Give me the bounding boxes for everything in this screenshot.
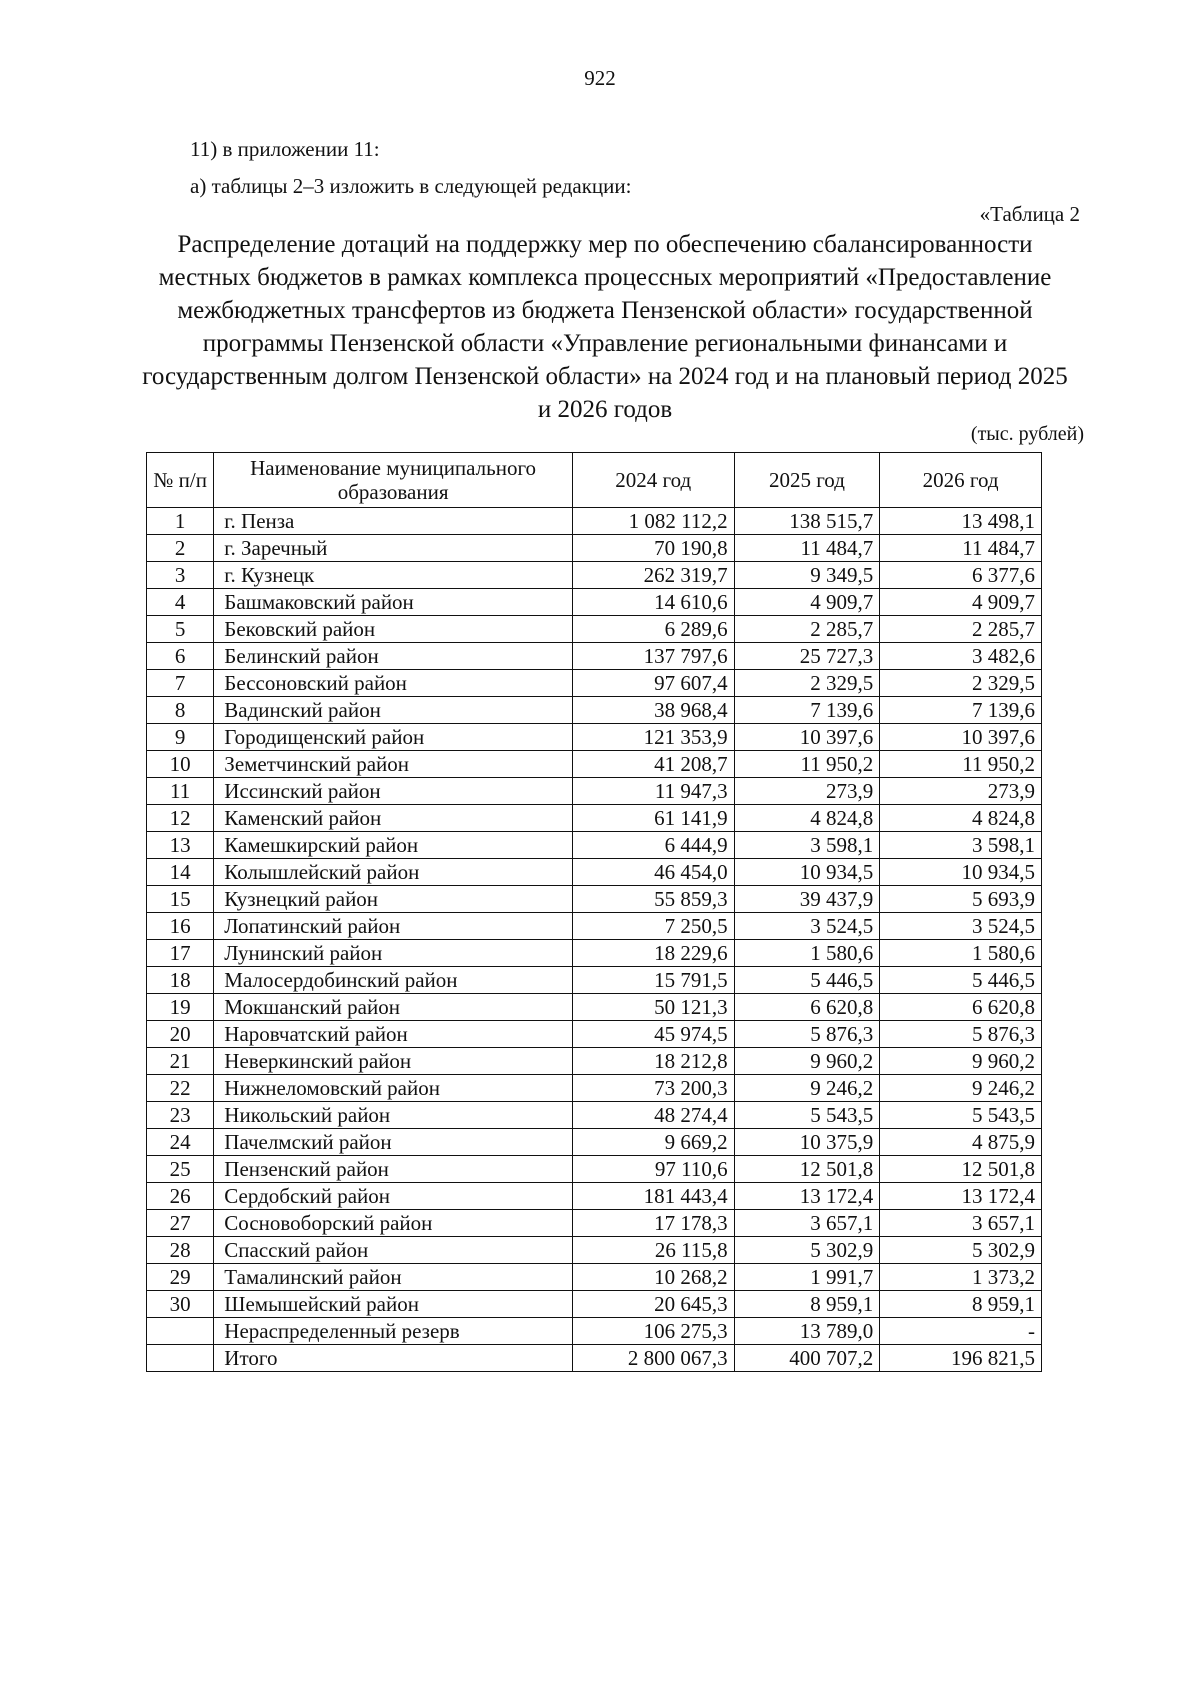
row-value-2024: 14 610,6 bbox=[572, 589, 734, 616]
row-municipality: Башмаковский район bbox=[214, 589, 573, 616]
row-value-2025: 3 524,5 bbox=[734, 913, 880, 940]
row-value-2024: 70 190,8 bbox=[572, 535, 734, 562]
row-number: 4 bbox=[147, 589, 214, 616]
row-value-2025: 12 501,8 bbox=[734, 1156, 880, 1183]
table-row bbox=[147, 1237, 1042, 1264]
row-municipality: Белинский район bbox=[214, 643, 573, 670]
row-number: 21 bbox=[147, 1048, 214, 1075]
row-value-2024: 137 797,6 bbox=[572, 643, 734, 670]
row-value-2024: 55 859,3 bbox=[572, 886, 734, 913]
row-value-2025: 13 789,0 bbox=[734, 1318, 880, 1345]
row-value-2024: 97 110,6 bbox=[572, 1156, 734, 1183]
row-value-2025: 8 959,1 bbox=[734, 1291, 880, 1318]
row-value-2026: 11 484,7 bbox=[880, 535, 1042, 562]
table-title: Распределение дотаций на поддержку мер по обеспечению сбалансированности местных бюджетов в рамках комплекса процессных мероприятий «Предоставление межбюджетных трансфертов из бюджета Пензенской области» государственной программы Пензенской области «Управление региональными финансами и государственным долгом Пензенской области» на 2024 год и на плановый период 2025 и 2026 годов bbox=[142, 231, 1068, 423]
row-municipality: г. Кузнецк bbox=[214, 562, 573, 589]
header-2025: 2025 год bbox=[734, 453, 880, 508]
row-value-2025: 2 285,7 bbox=[734, 616, 880, 643]
table-row bbox=[147, 697, 1042, 724]
row-value-2025: 5 876,3 bbox=[734, 1021, 880, 1048]
row-value-2025: 273,9 bbox=[734, 778, 880, 805]
row-value-2026: 5 876,3 bbox=[880, 1021, 1042, 1048]
row-value-2026: 4 909,7 bbox=[880, 589, 1042, 616]
row-number: 2 bbox=[147, 535, 214, 562]
row-value-2025: 9 960,2 bbox=[734, 1048, 880, 1075]
row-value-2025: 138 515,7 bbox=[734, 508, 880, 535]
row-value-2024: 106 275,3 bbox=[572, 1318, 734, 1345]
row-value-2024: 50 121,3 bbox=[572, 994, 734, 1021]
row-value-2025: 4 824,8 bbox=[734, 805, 880, 832]
row-number: 9 bbox=[147, 724, 214, 751]
row-value-2026: 2 329,5 bbox=[880, 670, 1042, 697]
row-value-2025: 4 909,7 bbox=[734, 589, 880, 616]
row-value-2025: 7 139,6 bbox=[734, 697, 880, 724]
row-municipality: Кузнецкий район bbox=[214, 886, 573, 913]
table-row bbox=[147, 994, 1042, 1021]
table-label: «Таблица 2 bbox=[979, 202, 1080, 226]
table-row bbox=[147, 589, 1042, 616]
row-number: 10 bbox=[147, 751, 214, 778]
header-row bbox=[147, 453, 1042, 508]
row-municipality: Неверкинский район bbox=[214, 1048, 573, 1075]
row-value-2024: 41 208,7 bbox=[572, 751, 734, 778]
row-value-2026: 7 139,6 bbox=[880, 697, 1042, 724]
row-value-2026: 10 397,6 bbox=[880, 724, 1042, 751]
row-value-2024: 11 947,3 bbox=[572, 778, 734, 805]
table-row bbox=[147, 643, 1042, 670]
row-value-2026: 196 821,5 bbox=[880, 1345, 1042, 1372]
row-value-2024: 61 141,9 bbox=[572, 805, 734, 832]
row-value-2026: 5 543,5 bbox=[880, 1102, 1042, 1129]
row-value-2024: 262 319,7 bbox=[572, 562, 734, 589]
header-2026: 2026 год bbox=[880, 453, 1042, 508]
row-municipality: Нераспределенный резерв bbox=[214, 1318, 573, 1345]
table-row bbox=[147, 805, 1042, 832]
row-number: 1 bbox=[147, 508, 214, 535]
row-number: 15 bbox=[147, 886, 214, 913]
table-row bbox=[147, 886, 1042, 913]
row-value-2025: 1 580,6 bbox=[734, 940, 880, 967]
row-number: 24 bbox=[147, 1129, 214, 1156]
row-municipality: г. Заречный bbox=[214, 535, 573, 562]
table-row bbox=[147, 1075, 1042, 1102]
row-number: 23 bbox=[147, 1102, 214, 1129]
row-number: 27 bbox=[147, 1210, 214, 1237]
row-value-2025: 11 950,2 bbox=[734, 751, 880, 778]
row-number: 26 bbox=[147, 1183, 214, 1210]
row-municipality: Земетчинский район bbox=[214, 751, 573, 778]
row-value-2024: 1 082 112,2 bbox=[572, 508, 734, 535]
row-municipality: Спасский район bbox=[214, 1237, 573, 1264]
row-value-2026: 4 875,9 bbox=[880, 1129, 1042, 1156]
row-value-2026: 8 959,1 bbox=[880, 1291, 1042, 1318]
table-row bbox=[147, 859, 1042, 886]
row-number: 3 bbox=[147, 562, 214, 589]
row-municipality: Никольский район bbox=[214, 1102, 573, 1129]
row-number: 19 bbox=[147, 994, 214, 1021]
units-label: (тыс. рублей) bbox=[970, 423, 1084, 445]
row-value-2024: 73 200,3 bbox=[572, 1075, 734, 1102]
row-value-2025: 3 657,1 bbox=[734, 1210, 880, 1237]
row-value-2026: 5 302,9 bbox=[880, 1237, 1042, 1264]
row-value-2026: 3 598,1 bbox=[880, 832, 1042, 859]
table-row bbox=[147, 1156, 1042, 1183]
row-municipality: Камешкирский район bbox=[214, 832, 573, 859]
table-row bbox=[147, 1210, 1042, 1237]
row-municipality: Бессоновский район bbox=[214, 670, 573, 697]
row-value-2026: 3 524,5 bbox=[880, 913, 1042, 940]
row-municipality: Мокшанский район bbox=[214, 994, 573, 1021]
row-value-2025: 39 437,9 bbox=[734, 886, 880, 913]
row-municipality: Тамалинский район bbox=[214, 1264, 573, 1291]
row-value-2024: 9 669,2 bbox=[572, 1129, 734, 1156]
row-municipality: Сосновоборский район bbox=[214, 1210, 573, 1237]
row-municipality: Иссинский район bbox=[214, 778, 573, 805]
row-municipality: Вадинский район bbox=[214, 697, 573, 724]
header-municipality: Наименование муниципального образования bbox=[214, 453, 573, 508]
row-number: 28 bbox=[147, 1237, 214, 1264]
row-number: 29 bbox=[147, 1264, 214, 1291]
row-value-2024: 46 454,0 bbox=[572, 859, 734, 886]
row-value-2024: 15 791,5 bbox=[572, 967, 734, 994]
row-municipality: Шемышейский район bbox=[214, 1291, 573, 1318]
table-row bbox=[147, 1021, 1042, 1048]
row-value-2024: 97 607,4 bbox=[572, 670, 734, 697]
table-row bbox=[147, 913, 1042, 940]
row-number: 12 bbox=[147, 805, 214, 832]
row-municipality: Пензенский район bbox=[214, 1156, 573, 1183]
table-header bbox=[147, 453, 1042, 508]
row-municipality: Каменский район bbox=[214, 805, 573, 832]
row-number: 18 bbox=[147, 967, 214, 994]
table-row bbox=[147, 616, 1042, 643]
row-value-2024: 181 443,4 bbox=[572, 1183, 734, 1210]
row-value-2026: - bbox=[880, 1318, 1042, 1345]
row-number: 14 bbox=[147, 859, 214, 886]
row-municipality: Итого bbox=[214, 1345, 573, 1372]
row-value-2026: 6 620,8 bbox=[880, 994, 1042, 1021]
row-value-2025: 3 598,1 bbox=[734, 832, 880, 859]
table-row bbox=[147, 1129, 1042, 1156]
row-value-2024: 38 968,4 bbox=[572, 697, 734, 724]
row-value-2025: 5 446,5 bbox=[734, 967, 880, 994]
row-municipality: Пачелмский район bbox=[214, 1129, 573, 1156]
row-value-2026: 1 580,6 bbox=[880, 940, 1042, 967]
row-number bbox=[147, 1345, 214, 1372]
table-row bbox=[147, 1183, 1042, 1210]
row-number: 16 bbox=[147, 913, 214, 940]
row-number: 7 bbox=[147, 670, 214, 697]
row-value-2024: 6 444,9 bbox=[572, 832, 734, 859]
row-value-2025: 5 302,9 bbox=[734, 1237, 880, 1264]
row-value-2024: 26 115,8 bbox=[572, 1237, 734, 1264]
row-value-2026: 13 498,1 bbox=[880, 508, 1042, 535]
row-municipality: г. Пенза bbox=[214, 508, 573, 535]
table-row bbox=[147, 1345, 1042, 1372]
row-number: 5 bbox=[147, 616, 214, 643]
row-municipality: Малосердобинский район bbox=[214, 967, 573, 994]
table-row bbox=[147, 1318, 1042, 1345]
row-value-2026: 3 657,1 bbox=[880, 1210, 1042, 1237]
row-municipality: Нижнеломовский район bbox=[214, 1075, 573, 1102]
row-municipality: Колышлейский район bbox=[214, 859, 573, 886]
row-value-2026: 2 285,7 bbox=[880, 616, 1042, 643]
row-value-2025: 10 375,9 bbox=[734, 1129, 880, 1156]
table-row bbox=[147, 751, 1042, 778]
budget-table bbox=[146, 452, 1042, 1372]
table-row bbox=[147, 670, 1042, 697]
table-row bbox=[147, 1264, 1042, 1291]
row-number: 8 bbox=[147, 697, 214, 724]
row-value-2026: 13 172,4 bbox=[880, 1183, 1042, 1210]
row-value-2026: 10 934,5 bbox=[880, 859, 1042, 886]
row-value-2026: 4 824,8 bbox=[880, 805, 1042, 832]
row-value-2024: 2 800 067,3 bbox=[572, 1345, 734, 1372]
row-value-2026: 9 960,2 bbox=[880, 1048, 1042, 1075]
row-number: 6 bbox=[147, 643, 214, 670]
row-value-2025: 400 707,2 bbox=[734, 1345, 880, 1372]
row-value-2026: 9 246,2 bbox=[880, 1075, 1042, 1102]
row-value-2025: 25 727,3 bbox=[734, 643, 880, 670]
table-row bbox=[147, 1291, 1042, 1318]
row-value-2025: 11 484,7 bbox=[734, 535, 880, 562]
row-value-2025: 9 349,5 bbox=[734, 562, 880, 589]
table-row bbox=[147, 832, 1042, 859]
row-value-2026: 12 501,8 bbox=[880, 1156, 1042, 1183]
row-municipality: Бековский район bbox=[214, 616, 573, 643]
row-value-2024: 18 212,8 bbox=[572, 1048, 734, 1075]
row-value-2024: 10 268,2 bbox=[572, 1264, 734, 1291]
row-number: 17 bbox=[147, 940, 214, 967]
row-value-2026: 3 482,6 bbox=[880, 643, 1042, 670]
row-value-2025: 5 543,5 bbox=[734, 1102, 880, 1129]
table-row bbox=[147, 967, 1042, 994]
table-row bbox=[147, 778, 1042, 805]
row-value-2024: 48 274,4 bbox=[572, 1102, 734, 1129]
row-municipality: Городищенский район bbox=[214, 724, 573, 751]
row-value-2026: 5 693,9 bbox=[880, 886, 1042, 913]
row-value-2024: 18 229,6 bbox=[572, 940, 734, 967]
table-body bbox=[147, 508, 1042, 1372]
row-value-2026: 11 950,2 bbox=[880, 751, 1042, 778]
intro-line-1: 11) в приложении 11: bbox=[190, 137, 380, 161]
row-value-2025: 10 397,6 bbox=[734, 724, 880, 751]
page-number: 922 bbox=[584, 66, 616, 90]
table-row bbox=[147, 1048, 1042, 1075]
header-number: № п/п bbox=[147, 453, 214, 508]
row-value-2025: 13 172,4 bbox=[734, 1183, 880, 1210]
row-value-2026: 1 373,2 bbox=[880, 1264, 1042, 1291]
row-value-2025: 9 246,2 bbox=[734, 1075, 880, 1102]
row-municipality: Сердобский район bbox=[214, 1183, 573, 1210]
row-municipality: Наровчатский район bbox=[214, 1021, 573, 1048]
row-value-2024: 20 645,3 bbox=[572, 1291, 734, 1318]
row-number: 20 bbox=[147, 1021, 214, 1048]
row-municipality: Лунинский район bbox=[214, 940, 573, 967]
table-row bbox=[147, 1102, 1042, 1129]
row-value-2025: 1 991,7 bbox=[734, 1264, 880, 1291]
row-value-2025: 6 620,8 bbox=[734, 994, 880, 1021]
table-row bbox=[147, 940, 1042, 967]
table-row bbox=[147, 535, 1042, 562]
row-value-2026: 273,9 bbox=[880, 778, 1042, 805]
row-value-2024: 45 974,5 bbox=[572, 1021, 734, 1048]
row-value-2026: 6 377,6 bbox=[880, 562, 1042, 589]
row-value-2025: 2 329,5 bbox=[734, 670, 880, 697]
row-value-2024: 7 250,5 bbox=[572, 913, 734, 940]
row-number: 22 bbox=[147, 1075, 214, 1102]
table-row bbox=[147, 562, 1042, 589]
row-number: 30 bbox=[147, 1291, 214, 1318]
row-value-2024: 17 178,3 bbox=[572, 1210, 734, 1237]
row-municipality: Лопатинский район bbox=[214, 913, 573, 940]
row-value-2024: 6 289,6 bbox=[572, 616, 734, 643]
row-value-2026: 5 446,5 bbox=[880, 967, 1042, 994]
row-value-2024: 121 353,9 bbox=[572, 724, 734, 751]
row-number: 13 bbox=[147, 832, 214, 859]
row-number: 11 bbox=[147, 778, 214, 805]
header-2024: 2024 год bbox=[572, 453, 734, 508]
intro-line-2: а) таблицы 2–3 изложить в следующей редакции: bbox=[190, 174, 632, 198]
row-number: 25 bbox=[147, 1156, 214, 1183]
table-row bbox=[147, 724, 1042, 751]
table-row bbox=[147, 508, 1042, 535]
row-value-2025: 10 934,5 bbox=[734, 859, 880, 886]
row-number bbox=[147, 1318, 214, 1345]
